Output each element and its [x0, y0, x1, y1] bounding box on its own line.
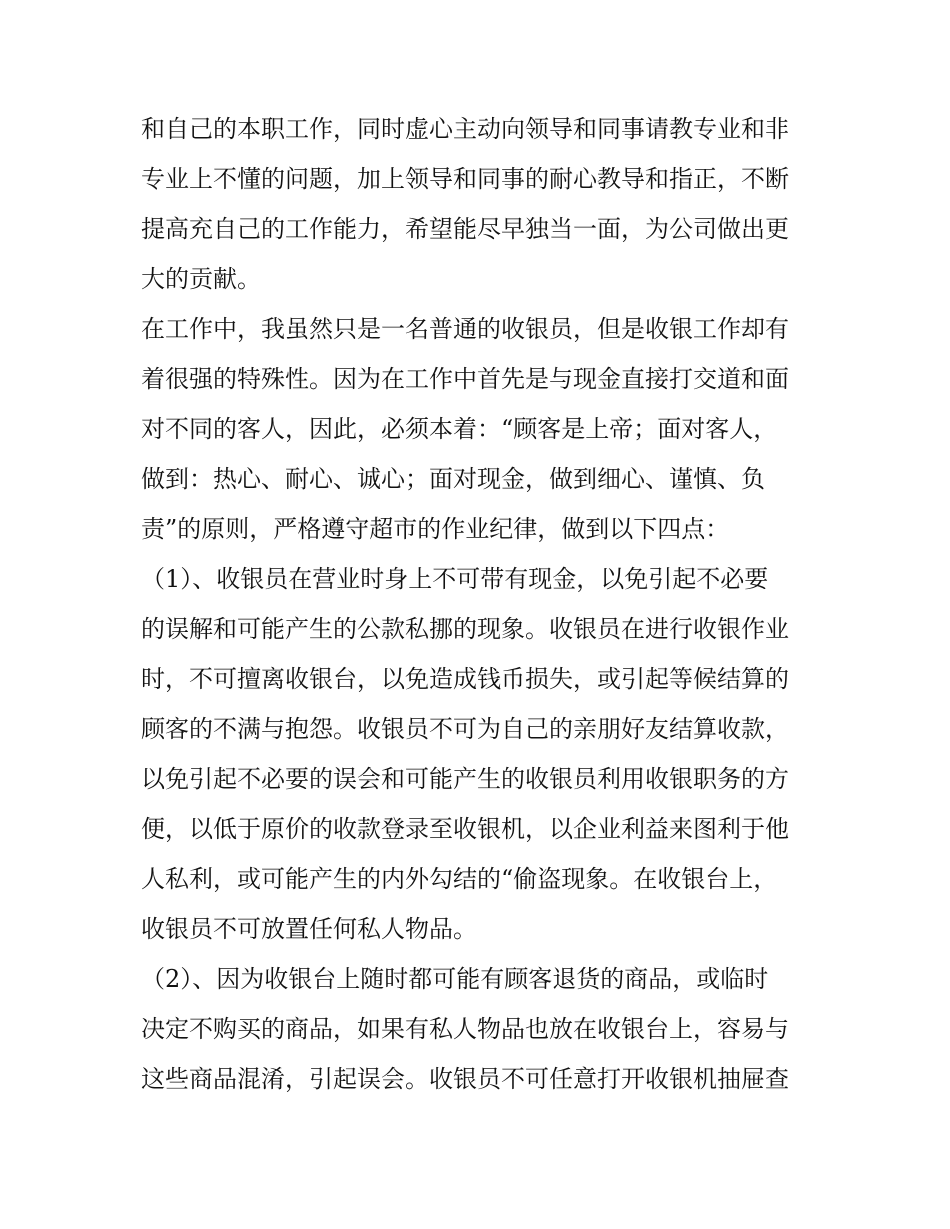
text-line: 时，不可擅离收银台，以免造成钱币损失，或引起等候结算的	[141, 665, 789, 693]
text-line: 人私利，或可能产生的内外勾结的“偷盗现象。在收银台上，	[141, 865, 778, 893]
text-line: 便，以低于原价的收款登录至收银机，以企业利益来图利于他	[141, 815, 789, 843]
text-line: 专业上不懂的问题，加上领导和同事的耐心教导和指正，不断	[141, 165, 789, 193]
text-line: （1）、收银员在营业时身上不可带有现金，以免引起不必要	[141, 565, 769, 593]
text-line: 提高充自己的工作能力，希望能尽早独当一面，为公司做出更	[141, 215, 789, 243]
text-line: 这些商品混淆，引起误会。收银员不可任意打开收银机抽屉查	[141, 1065, 789, 1093]
text-line: 顾客的不满与抱怨。收银员不可为自己的亲朋好友结算收款，	[141, 715, 789, 743]
text-line: 着很强的特殊性。因为在工作中首先是与现金直接打交道和面	[141, 365, 789, 393]
text-line: 对不同的客人，因此，必须本着：“顾客是上帝；面对客人，	[141, 415, 778, 443]
text-line: 在工作中，我虽然只是一名普通的收银员，但是收银工作却有	[141, 315, 789, 343]
text-line: 收银员不可放置任何私人物品。	[141, 915, 477, 943]
text-line: 决定不购买的商品，如果有私人物品也放在收银台上，容易与	[141, 1015, 789, 1043]
text-line: 和自己的本职工作，同时虚心主动向领导和同事请教专业和非	[141, 115, 789, 143]
text-line: 责”的原则，严格遵守超市的作业纪律，做到以下四点：	[141, 515, 730, 543]
text-line: 的误解和可能产生的公款私挪的现象。收银员在进行收银作业	[141, 615, 789, 643]
text-line: 大的贡献。	[141, 265, 261, 293]
text-line: （2）、因为收银台上随时都可能有顾客退货的商品，或临时	[141, 965, 769, 993]
text-line: 以免引起不必要的误会和可能产生的收银员利用收银职务的方	[141, 765, 789, 793]
text-line: 做到：热心、耐心、诚心；面对现金，做到细心、谨慎、负	[141, 465, 765, 493]
